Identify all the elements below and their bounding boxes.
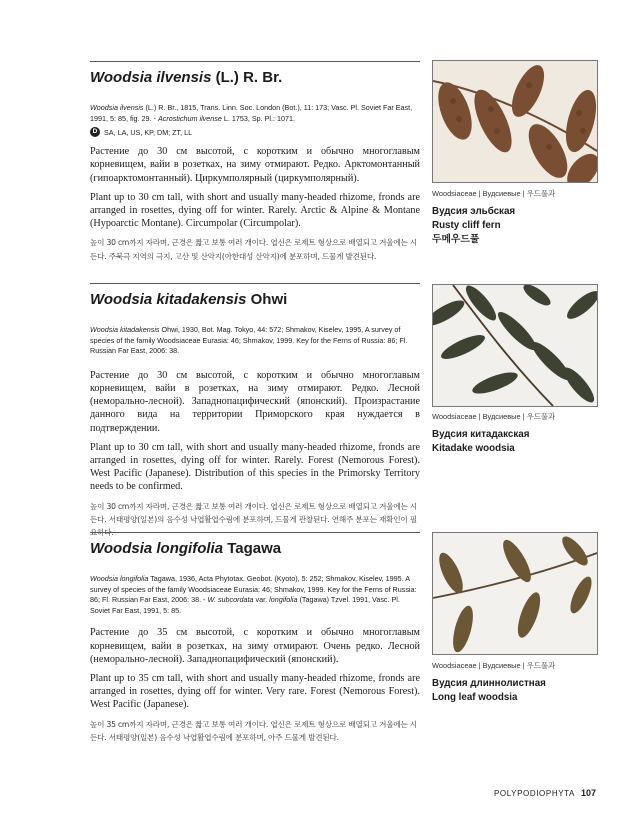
fern-illustration <box>433 533 597 654</box>
species-title: Woodsia ilvensis (L.) R. Br. <box>90 69 283 86</box>
distribution-badge: D <box>90 127 100 137</box>
description-en: Plant up to 30 cm tall, with short and usually many-headed rhizome, fronds are arranged in rosettes, dying off for winter. Rarely. Arctic & Alpine & Montane (Hypoarctic Montane). Circumpolar (Circumpolar). <box>90 191 420 230</box>
description-ko: 높이 30 cm까지 자라며, 근경은 짧고 보통 여러 개이다. 엽신은 로제트 형상으로 배열되고 겨울에는 시든다. 서태평양(일본)의 음수성 낙엽활엽수림에 분포하며, 드물게 관찰된다. 연해주 분포는 재확인이 필요하다. <box>90 501 418 538</box>
divider <box>90 283 420 284</box>
name-ko: 두메우드풀 <box>432 234 480 245</box>
description-ru: Растение до 35 см высотой, с коротким и обычно многоглавым корневищем, вайи в розетках, на зиму отмирают. Очень редко. Лесной (неморально-лесной). Западнопацифический (японский). <box>90 627 420 665</box>
description-ru: Растение до 30 см высотой, с коротким и обычно многоглавым корневищем, вайи в розетках, на зиму отмирают. Редко. Арктомонтанный (гипоарктомонтанный). Циркумполярный (циркумполярный). <box>90 146 420 184</box>
name-en: Rusty cliff fern <box>432 220 501 231</box>
species-names-ilvensis <box>432 188 612 247</box>
name-ru: Вудсия эльбская <box>432 206 516 217</box>
divider <box>90 61 420 62</box>
description-en: Plant up to 30 cm tall, with short and usually many-headed rhizome, fronds are arranged in rosettes, dying off for winter. Rarely. Forest (Nemorous Forest). West Pacific (Japanese). Distribution of this species in the Primorsky Territory needs to be confirmed. <box>90 441 420 493</box>
species-title: Woodsia kitadakensis Ohwi <box>90 291 288 308</box>
citation: Woodsia longifolia Tagawa, 1936, Acta Phytotax. Geobot. (Kyoto), 5: 252; Shmakov, Kiselev, 1995. A survey of species of the family Woodsiaceae Eurasia: 46; Shmakov, 1999. Key for the Ferns of Russia: 86; Fl. Russian Far East, 2006: 38. - W. subcordata var. longifolia (Tagawa) Tzvel. 1991, Vasc. Pl. Soviet Far East, 1991, 5: 85. <box>90 574 417 615</box>
distribution: D SA, LA, US, KP, DM; ZT, LL <box>90 127 420 137</box>
name-ru: Вудсия длиннолистная <box>432 678 546 689</box>
name-ru: Вудсия китадакская <box>432 429 530 440</box>
family-label: Woodsiaceae | Вудсиевые | 우드풀과 <box>432 189 556 198</box>
fern-photo-kitadakensis <box>432 284 598 407</box>
citation: Woodsia kitadakensis Ohwi, 1930, Bot. Mag. Tokyo, 44: 572; Shmakov, Kiselev, 1995, A survey of species of the family Woodsiaceae Eurasia: 46; Shmakov, 1999. Key for the Ferns of Russia: 86; Fl. Russian Far East, 2006: 38. <box>90 325 408 356</box>
citation: Woodsia ilvensis (L.) R. Br., 1815, Trans. Linn. Soc. London (Bot.), 11: 173; Vasc. Pl. Soviet Far East, 1991, 5: 85, fig. 29. - Acrostichum ilvense L. 1753, Sp. Pl.: 1071. <box>90 103 413 123</box>
species-names-kitadakensis <box>432 411 612 456</box>
species-title: Woodsia longifolia Tagawa <box>90 540 282 557</box>
name-en: Long leaf woodsia <box>432 692 518 703</box>
page-number: 107 <box>580 788 596 798</box>
description-ko: 높이 35 cm까지 자라며, 근경은 짧고 보통 여러 개이다. 엽신은 로제트 형상으로 배열되고 겨울에는 시든다. 서태평양(일본) 음수성 낙엽활엽수림에 분포하며, 아주 드물게 발견된다. <box>90 719 418 742</box>
fern-photo-longifolia <box>432 532 598 655</box>
entry-woodsia-ilvensis <box>90 61 420 263</box>
page-footer <box>470 788 596 798</box>
description-ko: 높이 30 cm까지 자라며, 근경은 짧고 보통 여러 개이다. 엽신은 로제트 형상으로 배열되고 겨울에는 시든다. 주북극 지역의 극지, 고산 및 산악지(아한대성 산악지)에 분포하며, 드물게 발견된다. <box>90 238 418 261</box>
description-ru: Растение до 30 см высотой, с коротким и обычно многоглавым корневищем, вайи в розетках, на зиму отмирают. Редко. Лесной (неморально-лесной). Западнопацифический (японский). Произрастание данного вида на территории Приморского края нуждается в подтверждении. <box>90 369 420 434</box>
family-label: Woodsiaceae | Вудсиевые | 우드풀과 <box>432 661 556 670</box>
description-en: Plant up to 35 cm tall, with short and usually many-headed rhizome, fronds are arranged in rosettes, dying off for winter. Very rare. Forest (Nemorous Forest). West Pacific (Japanese). <box>90 672 420 711</box>
entry-woodsia-kitadakensis <box>90 283 420 539</box>
entry-woodsia-longifolia <box>90 532 420 744</box>
fern-photo-ilvensis <box>432 60 598 183</box>
fern-illustration <box>433 285 597 406</box>
family-label: Woodsiaceae | Вудсиевые | 우드풀과 <box>432 412 556 421</box>
species-names-longifolia <box>432 660 612 705</box>
section-label: POLYPODIOPHYTA <box>493 789 575 798</box>
divider <box>90 532 420 533</box>
name-en: Kitadake woodsia <box>432 443 515 454</box>
fern-illustration <box>433 61 597 182</box>
